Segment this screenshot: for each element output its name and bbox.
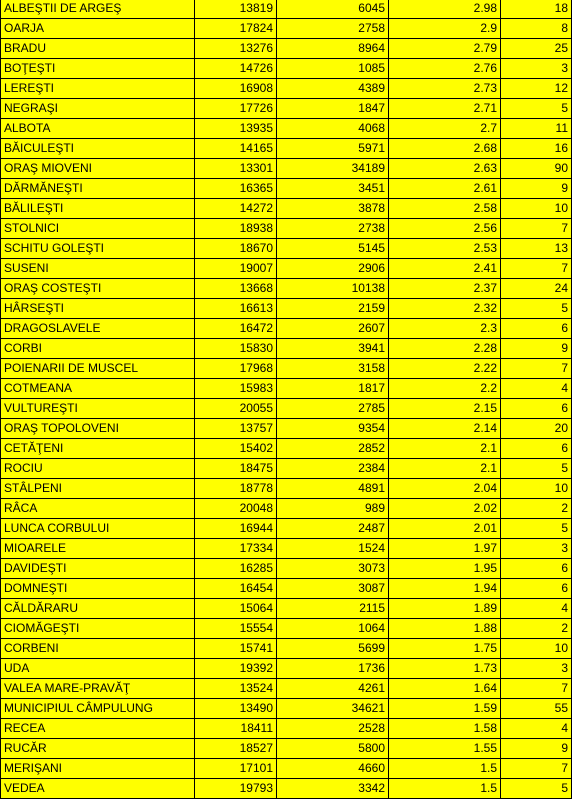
code-cell[interactable]: 15064 bbox=[195, 599, 277, 619]
code-cell[interactable]: 17824 bbox=[195, 19, 277, 39]
count-cell[interactable]: 12 bbox=[501, 79, 572, 99]
rate-cell[interactable]: 2.63 bbox=[389, 159, 501, 179]
locality-cell[interactable]: ORAŞ COSTEŞTI bbox=[1, 279, 195, 299]
rate-cell[interactable]: 1.88 bbox=[389, 619, 501, 639]
rate-cell[interactable]: 2.76 bbox=[389, 59, 501, 79]
count-cell[interactable]: 5 bbox=[501, 99, 572, 119]
code-cell[interactable]: 16908 bbox=[195, 79, 277, 99]
population-cell[interactable]: 2738 bbox=[277, 219, 389, 239]
table-row bbox=[1, 39, 572, 59]
count-cell[interactable]: 10 bbox=[501, 479, 572, 499]
table-row bbox=[1, 399, 572, 419]
table-row bbox=[1, 559, 572, 579]
locality-cell[interactable]: MERIŞANI bbox=[1, 759, 195, 779]
rate-cell[interactable]: 2.73 bbox=[389, 79, 501, 99]
population-cell[interactable]: 3451 bbox=[277, 179, 389, 199]
locality-cell[interactable]: UDA bbox=[1, 659, 195, 679]
code-cell[interactable]: 13757 bbox=[195, 419, 277, 439]
rate-cell[interactable]: 2.2 bbox=[389, 379, 501, 399]
locality-cell[interactable]: ALBEŞTII DE ARGEŞ bbox=[1, 0, 195, 19]
rate-cell[interactable]: 2.9 bbox=[389, 19, 501, 39]
population-cell[interactable]: 10138 bbox=[277, 279, 389, 299]
count-cell[interactable]: 6 bbox=[501, 439, 572, 459]
table-row bbox=[1, 619, 572, 639]
code-cell[interactable]: 14272 bbox=[195, 199, 277, 219]
code-cell[interactable]: 17334 bbox=[195, 539, 277, 559]
code-cell[interactable]: 16365 bbox=[195, 179, 277, 199]
population-cell[interactable]: 5800 bbox=[277, 739, 389, 759]
population-cell[interactable]: 3073 bbox=[277, 559, 389, 579]
count-cell[interactable]: 6 bbox=[501, 579, 572, 599]
code-cell[interactable]: 13668 bbox=[195, 279, 277, 299]
table-row bbox=[1, 699, 572, 719]
count-cell[interactable]: 9 bbox=[501, 739, 572, 759]
population-cell[interactable]: 1085 bbox=[277, 59, 389, 79]
table-row bbox=[1, 379, 572, 399]
count-cell[interactable]: 16 bbox=[501, 139, 572, 159]
population-cell[interactable]: 1847 bbox=[277, 99, 389, 119]
table-row bbox=[1, 279, 572, 299]
rate-cell[interactable]: 2.14 bbox=[389, 419, 501, 439]
locality-cell[interactable]: OARJA bbox=[1, 19, 195, 39]
rate-cell[interactable]: 1.5 bbox=[389, 779, 501, 799]
code-cell[interactable]: 17726 bbox=[195, 99, 277, 119]
population-cell[interactable]: 3941 bbox=[277, 339, 389, 359]
population-cell[interactable]: 2607 bbox=[277, 319, 389, 339]
population-cell[interactable]: 2159 bbox=[277, 299, 389, 319]
code-cell[interactable]: 18411 bbox=[195, 719, 277, 739]
rate-cell[interactable]: 2.61 bbox=[389, 179, 501, 199]
count-cell[interactable]: 7 bbox=[501, 759, 572, 779]
count-cell[interactable]: 8 bbox=[501, 19, 572, 39]
table-row bbox=[1, 739, 572, 759]
code-cell[interactable]: 15402 bbox=[195, 439, 277, 459]
count-cell[interactable]: 7 bbox=[501, 259, 572, 279]
rate-cell[interactable]: 2.1 bbox=[389, 459, 501, 479]
code-cell[interactable]: 16944 bbox=[195, 519, 277, 539]
code-cell[interactable]: 15741 bbox=[195, 639, 277, 659]
table-row bbox=[1, 79, 572, 99]
rate-cell[interactable]: 1.75 bbox=[389, 639, 501, 659]
code-cell[interactable]: 15830 bbox=[195, 339, 277, 359]
population-cell[interactable]: 1817 bbox=[277, 379, 389, 399]
code-cell[interactable]: 16472 bbox=[195, 319, 277, 339]
rate-cell[interactable]: 2.58 bbox=[389, 199, 501, 219]
population-cell[interactable]: 5971 bbox=[277, 139, 389, 159]
locality-cell[interactable]: RUCĂR bbox=[1, 739, 195, 759]
locality-cell[interactable]: MIOARELE bbox=[1, 539, 195, 559]
count-cell[interactable]: 4 bbox=[501, 719, 572, 739]
count-cell[interactable]: 10 bbox=[501, 639, 572, 659]
locality-cell[interactable]: SUSENI bbox=[1, 259, 195, 279]
population-cell[interactable]: 3158 bbox=[277, 359, 389, 379]
count-cell[interactable]: 24 bbox=[501, 279, 572, 299]
locality-cell[interactable]: DRAGOSLAVELE bbox=[1, 319, 195, 339]
rate-cell[interactable]: 1.58 bbox=[389, 719, 501, 739]
population-cell[interactable]: 8964 bbox=[277, 39, 389, 59]
locality-cell[interactable]: DĂRMĂNEŞTI bbox=[1, 179, 195, 199]
count-cell[interactable]: 9 bbox=[501, 179, 572, 199]
count-cell[interactable]: 5 bbox=[501, 459, 572, 479]
population-cell[interactable]: 1524 bbox=[277, 539, 389, 559]
locality-cell[interactable]: MUNICIPIUL CÂMPULUNG bbox=[1, 699, 195, 719]
table-row bbox=[1, 459, 572, 479]
locality-cell[interactable]: HÂRSEŞTI bbox=[1, 299, 195, 319]
code-cell[interactable]: 20048 bbox=[195, 499, 277, 519]
count-cell[interactable]: 5 bbox=[501, 299, 572, 319]
code-cell[interactable]: 13935 bbox=[195, 119, 277, 139]
table-row bbox=[1, 579, 572, 599]
locality-cell[interactable]: VALEA MARE-PRAVĂŢ bbox=[1, 679, 195, 699]
population-cell[interactable]: 5699 bbox=[277, 639, 389, 659]
table-row bbox=[1, 119, 572, 139]
table-row bbox=[1, 519, 572, 539]
table-row bbox=[1, 59, 572, 79]
count-cell[interactable]: 10 bbox=[501, 199, 572, 219]
count-cell[interactable]: 3 bbox=[501, 539, 572, 559]
code-cell[interactable]: 14165 bbox=[195, 139, 277, 159]
locality-cell[interactable]: NEGRAŞI bbox=[1, 99, 195, 119]
table-row bbox=[1, 499, 572, 519]
locality-cell[interactable]: ORAŞ TOPOLOVENI bbox=[1, 419, 195, 439]
table-row bbox=[1, 299, 572, 319]
locality-cell[interactable]: BĂICULEŞTI bbox=[1, 139, 195, 159]
table-row bbox=[1, 159, 572, 179]
code-cell[interactable]: 13819 bbox=[195, 0, 277, 19]
population-cell[interactable]: 3342 bbox=[277, 779, 389, 799]
table-row bbox=[1, 239, 572, 259]
count-cell[interactable]: 2 bbox=[501, 619, 572, 639]
count-cell[interactable]: 4 bbox=[501, 379, 572, 399]
code-cell[interactable]: 16285 bbox=[195, 559, 277, 579]
locality-cell[interactable]: CORBI bbox=[1, 339, 195, 359]
count-cell[interactable]: 90 bbox=[501, 159, 572, 179]
locality-cell[interactable]: POIENARII DE MUSCEL bbox=[1, 359, 195, 379]
table-row bbox=[1, 139, 572, 159]
count-cell[interactable]: 7 bbox=[501, 219, 572, 239]
table-row bbox=[1, 659, 572, 679]
population-cell[interactable]: 2384 bbox=[277, 459, 389, 479]
count-cell[interactable]: 2 bbox=[501, 499, 572, 519]
population-cell[interactable]: 2906 bbox=[277, 259, 389, 279]
code-cell[interactable]: 14726 bbox=[195, 59, 277, 79]
table-row bbox=[1, 179, 572, 199]
locality-cell[interactable]: BĂLILEŞTI bbox=[1, 199, 195, 219]
table-row bbox=[1, 599, 572, 619]
code-cell[interactable]: 20055 bbox=[195, 399, 277, 419]
population-cell[interactable]: 2115 bbox=[277, 599, 389, 619]
code-cell[interactable]: 15983 bbox=[195, 379, 277, 399]
locality-cell[interactable]: DAVIDEŞTI bbox=[1, 559, 195, 579]
locality-cell[interactable]: ROCIU bbox=[1, 459, 195, 479]
population-cell[interactable]: 1064 bbox=[277, 619, 389, 639]
locality-cell[interactable]: BRADU bbox=[1, 39, 195, 59]
code-cell[interactable]: 18778 bbox=[195, 479, 277, 499]
population-cell[interactable]: 4660 bbox=[277, 759, 389, 779]
count-cell[interactable]: 3 bbox=[501, 659, 572, 679]
count-cell[interactable]: 5 bbox=[501, 519, 572, 539]
table-row bbox=[1, 99, 572, 119]
rate-cell[interactable]: 2.04 bbox=[389, 479, 501, 499]
rate-cell[interactable]: 1.73 bbox=[389, 659, 501, 679]
count-cell[interactable]: 13 bbox=[501, 239, 572, 259]
rate-cell[interactable]: 2.32 bbox=[389, 299, 501, 319]
count-cell[interactable]: 6 bbox=[501, 319, 572, 339]
rate-cell[interactable]: 2.37 bbox=[389, 279, 501, 299]
locality-cell[interactable]: CĂLDĂRARU bbox=[1, 599, 195, 619]
population-cell[interactable]: 34189 bbox=[277, 159, 389, 179]
population-cell[interactable]: 34621 bbox=[277, 699, 389, 719]
count-cell[interactable]: 20 bbox=[501, 419, 572, 439]
count-cell[interactable]: 6 bbox=[501, 559, 572, 579]
rate-cell[interactable]: 1.59 bbox=[389, 699, 501, 719]
rate-cell[interactable]: 2.28 bbox=[389, 339, 501, 359]
table-row bbox=[1, 719, 572, 739]
table-row bbox=[1, 479, 572, 499]
table-row bbox=[1, 0, 572, 19]
count-cell[interactable]: 25 bbox=[501, 39, 572, 59]
table-row bbox=[1, 639, 572, 659]
population-cell[interactable]: 2852 bbox=[277, 439, 389, 459]
code-cell[interactable]: 13301 bbox=[195, 159, 277, 179]
code-cell[interactable]: 18527 bbox=[195, 739, 277, 759]
population-cell[interactable]: 3878 bbox=[277, 199, 389, 219]
rate-cell[interactable]: 1.55 bbox=[389, 739, 501, 759]
locality-cell[interactable]: ALBOTA bbox=[1, 119, 195, 139]
population-cell[interactable]: 4261 bbox=[277, 679, 389, 699]
rate-cell[interactable]: 2.79 bbox=[389, 39, 501, 59]
code-cell[interactable]: 19392 bbox=[195, 659, 277, 679]
count-cell[interactable]: 7 bbox=[501, 359, 572, 379]
rate-cell[interactable]: 1.5 bbox=[389, 759, 501, 779]
rate-cell[interactable]: 2.02 bbox=[389, 499, 501, 519]
locality-cell[interactable]: LEREŞTI bbox=[1, 79, 195, 99]
code-cell[interactable]: 16613 bbox=[195, 299, 277, 319]
locality-cell[interactable]: CETĂŢENI bbox=[1, 439, 195, 459]
rate-cell[interactable]: 1.95 bbox=[389, 559, 501, 579]
table-row bbox=[1, 679, 572, 699]
population-cell[interactable]: 4891 bbox=[277, 479, 389, 499]
count-cell[interactable]: 55 bbox=[501, 699, 572, 719]
count-cell[interactable]: 3 bbox=[501, 59, 572, 79]
locality-cell[interactable]: LUNCA CORBULUI bbox=[1, 519, 195, 539]
code-cell[interactable]: 19793 bbox=[195, 779, 277, 799]
population-cell[interactable]: 2758 bbox=[277, 19, 389, 39]
population-cell[interactable]: 4068 bbox=[277, 119, 389, 139]
count-cell[interactable]: 4 bbox=[501, 599, 572, 619]
population-cell[interactable]: 9354 bbox=[277, 419, 389, 439]
table-row bbox=[1, 19, 572, 39]
locality-cell[interactable]: RÂCA bbox=[1, 499, 195, 519]
rate-cell[interactable]: 2.22 bbox=[389, 359, 501, 379]
population-cell[interactable]: 4389 bbox=[277, 79, 389, 99]
rate-cell[interactable]: 2.56 bbox=[389, 219, 501, 239]
rate-cell[interactable]: 2.71 bbox=[389, 99, 501, 119]
rate-cell[interactable]: 2.7 bbox=[389, 119, 501, 139]
code-cell[interactable]: 16454 bbox=[195, 579, 277, 599]
locality-cell[interactable]: BOŢEŞTI bbox=[1, 59, 195, 79]
population-cell[interactable]: 2785 bbox=[277, 399, 389, 419]
code-cell[interactable]: 13276 bbox=[195, 39, 277, 59]
code-cell[interactable]: 18938 bbox=[195, 219, 277, 239]
count-cell[interactable]: 7 bbox=[501, 679, 572, 699]
table-row bbox=[1, 339, 572, 359]
table-row bbox=[1, 539, 572, 559]
locality-cell[interactable]: CORBENI bbox=[1, 639, 195, 659]
locality-cell[interactable]: ORAŞ MIOVENI bbox=[1, 159, 195, 179]
rate-cell[interactable]: 2.01 bbox=[389, 519, 501, 539]
rate-cell[interactable]: 2.41 bbox=[389, 259, 501, 279]
population-cell[interactable]: 6045 bbox=[277, 0, 389, 19]
table-body bbox=[1, 0, 572, 799]
code-cell[interactable]: 17101 bbox=[195, 759, 277, 779]
rate-cell[interactable]: 1.89 bbox=[389, 599, 501, 619]
table-row bbox=[1, 259, 572, 279]
locality-cell[interactable]: SCHITU GOLEŞTI bbox=[1, 239, 195, 259]
locality-cell[interactable]: STOLNICI bbox=[1, 219, 195, 239]
code-cell[interactable]: 13490 bbox=[195, 699, 277, 719]
locality-cell[interactable]: VEDEA bbox=[1, 779, 195, 799]
code-cell[interactable]: 18670 bbox=[195, 239, 277, 259]
rate-cell[interactable]: 1.64 bbox=[389, 679, 501, 699]
population-cell[interactable]: 5145 bbox=[277, 239, 389, 259]
count-cell[interactable]: 9 bbox=[501, 339, 572, 359]
rate-cell[interactable]: 2.1 bbox=[389, 439, 501, 459]
rate-cell[interactable]: 2.3 bbox=[389, 319, 501, 339]
table-row bbox=[1, 439, 572, 459]
population-cell[interactable]: 1736 bbox=[277, 659, 389, 679]
population-cell[interactable]: 989 bbox=[277, 499, 389, 519]
code-cell[interactable]: 17968 bbox=[195, 359, 277, 379]
table-row bbox=[1, 419, 572, 439]
rate-cell[interactable]: 2.98 bbox=[389, 0, 501, 19]
locality-cell[interactable]: CIOMĂGEŞTI bbox=[1, 619, 195, 639]
table-row bbox=[1, 359, 572, 379]
code-cell[interactable]: 15554 bbox=[195, 619, 277, 639]
rate-cell[interactable]: 1.94 bbox=[389, 579, 501, 599]
locality-cell[interactable]: DOMNEŞTI bbox=[1, 579, 195, 599]
rate-cell[interactable]: 2.53 bbox=[389, 239, 501, 259]
count-cell[interactable]: 5 bbox=[501, 779, 572, 799]
locality-cell[interactable]: VULTUREŞTI bbox=[1, 399, 195, 419]
locality-cell[interactable]: COTMEANA bbox=[1, 379, 195, 399]
count-cell[interactable]: 11 bbox=[501, 119, 572, 139]
table-row bbox=[1, 319, 572, 339]
rate-cell[interactable]: 2.68 bbox=[389, 139, 501, 159]
count-cell[interactable]: 6 bbox=[501, 399, 572, 419]
rate-cell[interactable]: 1.97 bbox=[389, 539, 501, 559]
code-cell[interactable]: 19007 bbox=[195, 259, 277, 279]
code-cell[interactable]: 13524 bbox=[195, 679, 277, 699]
count-cell[interactable]: 18 bbox=[501, 0, 572, 19]
table-row bbox=[1, 759, 572, 779]
population-cell[interactable]: 3087 bbox=[277, 579, 389, 599]
locality-cell[interactable]: STÂLPENI bbox=[1, 479, 195, 499]
locality-cell[interactable]: RECEA bbox=[1, 719, 195, 739]
table-row bbox=[1, 199, 572, 219]
code-cell[interactable]: 18475 bbox=[195, 459, 277, 479]
population-cell[interactable]: 2528 bbox=[277, 719, 389, 739]
rate-cell[interactable]: 2.15 bbox=[389, 399, 501, 419]
table-row bbox=[1, 219, 572, 239]
population-cell[interactable]: 2487 bbox=[277, 519, 389, 539]
